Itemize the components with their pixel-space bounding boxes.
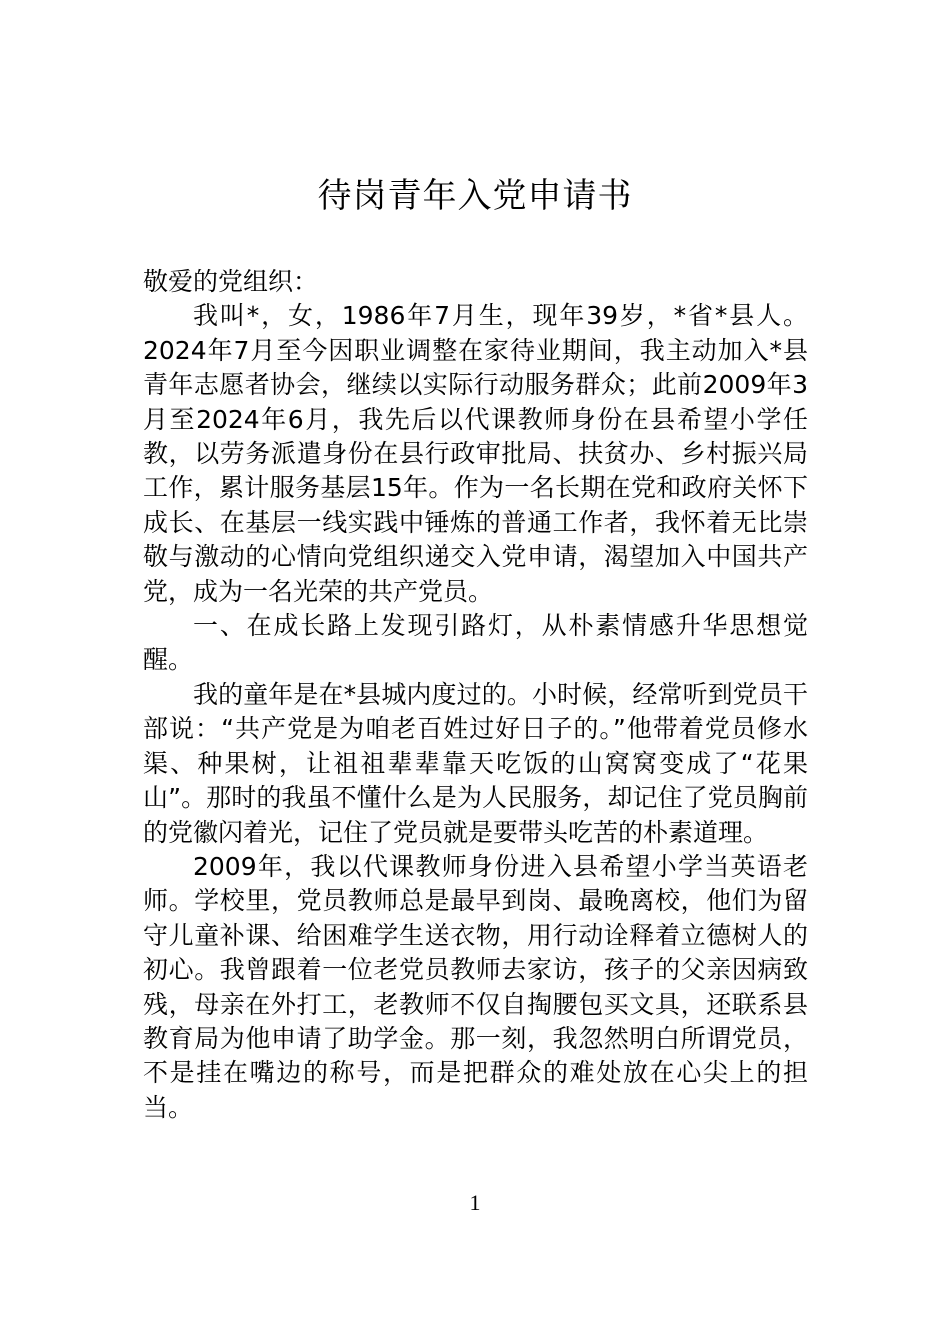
section-heading-one: 一、在成长路上发现引路灯，从朴素情感升华思想觉醒。 <box>143 611 808 675</box>
document-body <box>143 265 808 1125</box>
paragraph-teaching: 2009年，我以代课教师身份进入县希望小学当英语老师。学校里，党员教师总是最早到岗、最晚离校，他们为留守儿童补课、给困难学生送衣物，用行动诠释着立德树人的初心。我曾跟着一位老党员教师去家访，孩子的父亲因病致残，母亲在外打工，老教师不仅自掏腰包买文具，还联系县教育局为他申请了助学金。那一刻，我忽然明白所谓党员，不是挂在嘴边的称号，而是把群众的难处放在心尖上的担当。 <box>143 851 808 1122</box>
paragraph-childhood: 我的童年是在*县城内度过的。小时候，经常听到党员干部说：“共产党是为咱老百姓过好日子的。”他带着党员修水渠、种果树，让祖祖辈辈靠天吃饭的山窝窝变成了“花果山”。那时的我虽不懂什么是为人民服务，却记住了党员胸前的党徽闪着光，记住了党员就是要带头吃苦的朴素道理。 <box>143 679 808 847</box>
paragraph-introduction: 我叫*，女，1986年7月生，现年39岁，*省*县人。2024年7月至今因职业调整在家待业期间，我主动加入*县青年志愿者协会，继续以实际行动服务群众；此前2009年3月至2024年6月，我先后以代课教师身份在县希望小学任教，以劳务派遣身份在县行政审批局、扶贫办、乡村振兴局工作，累计服务基层15年。作为一名长期在党和政府关怀下成长、在基层一线实践中锤炼的普通工作者，我怀着无比崇敬与激动的心情向党组织递交入党申请，渴望加入中国共产党，成为一名光荣的共产党员。 <box>143 301 808 606</box>
page-number: 1 <box>469 1190 481 1215</box>
document-title: 待岗青年入党申请书 <box>317 176 633 216</box>
salutation: 敬爱的党组织： <box>143 267 319 296</box>
